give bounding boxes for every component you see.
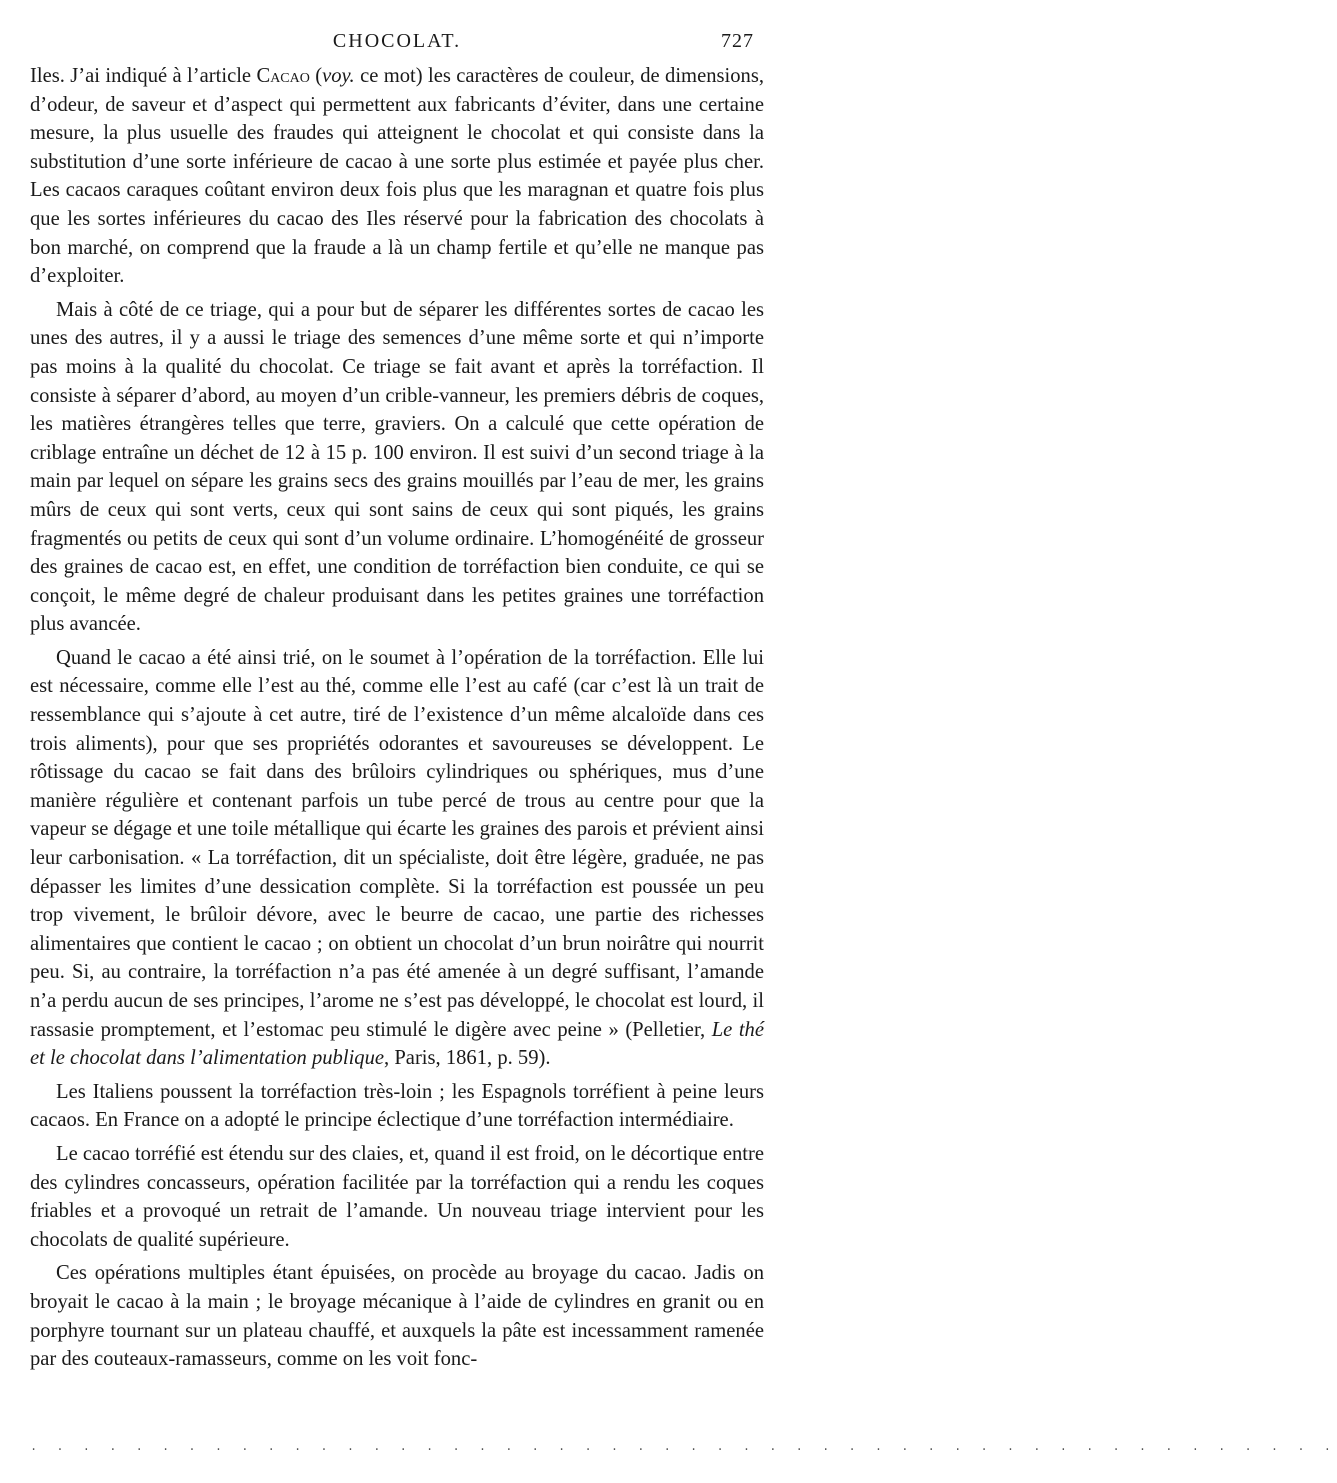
paragraph <box>30 1078 764 1135</box>
text-segment: ( <box>309 65 323 87</box>
text-segment: Ces opérations multiples étant épuisées, on procède au broyage du cacao. Jadis on broyait le cacao à la main ; le broyage mécanique à l’aide de cylindres en granit ou en porphyre tournant sur un plateau chauffé, et auxquels la pâte est incessamment ramenée par des couteaux-ramasseurs, comme on les voit fonc- <box>30 1262 764 1371</box>
text-segment: , Paris, 1861, p. 59). <box>384 1047 551 1070</box>
paragraph <box>30 1140 764 1254</box>
text-segment: Mais à côté de ce triage, qui a pour but de séparer les différentes sortes de cacao les unes des autres, il y a aussi le triage des semences d’une même sorte et qui n’importe pas moins à la qualité du chocolat. Ce triage se fait avant et après la torréfaction. Il consiste à séparer d’abord, au moyen d’un crible-vanneur, les premiers débris de coques, les matières étrangères telles que terre, graviers. On a calculé que cette opération de criblage entraîne un déchet de 12 à 15 p. 100 environ. Il est suivi d’un second triage à la main par lequel on sépare les grains secs des grains mouillés par l’eau de mer, les grains mûrs de ceux qui sont verts, ceux qui sont sains de ceux qui sont piqués, les grains fragmentés ou petits de ceux qui sont d’un volume ordinaire. L’homogénéité de grosseur des graines de cacao est, en effet, une condition de torréfaction bien conduite, ce qui se conçoit, le même degré de chaleur produisant dans les petites graines une torréfaction plus avancée. <box>30 298 764 636</box>
italic-text: voy. <box>322 65 355 87</box>
paragraph <box>30 644 764 1073</box>
running-title: CHOCOLAT. <box>332 30 462 52</box>
running-head <box>30 30 764 56</box>
paragraph <box>30 62 764 291</box>
text-segment: Iles. J’ai indiqué à l’article <box>30 65 257 87</box>
text-segment: Le cacao torréfié est étendu sur des claies, et, quand il est froid, on le décortique entre des cylindres concasseurs, opération facilitée par la torréfaction qui a rendu les coques friables et a provoqué un retrait de l’amande. Un nouveau triage intervient pour les chocolats de qualité supérieure. <box>30 1142 764 1251</box>
body-text <box>30 62 764 1374</box>
italic-text: Le thé et le chocolat dans l’alimentation publique <box>30 1018 764 1070</box>
page-number: 727 <box>721 30 754 52</box>
text-segment: ce mot) les caractères de couleur, de dimensions, d’odeur, de saveur et d’aspect qui permettent aux fabricants d’éviter, dans une certaine mesure, la plus usuelle des fraudes qui atteignent le chocolat et qui consiste dans la substitution d’une sorte inférieure de cacao à une sorte plus estimée et payée plus cher. Les cacaos caraques coûtant environ deux fois plus que les maragnan et quatre fois plus que les sortes inférieures du cacao des Iles réservé pour la fabrication des chocolats à bon marché, on comprend que la fraude a là un champ fertile et qu’elle ne manque pas d’exploiter. <box>30 65 765 288</box>
smallcaps-text: Cacao <box>256 65 310 87</box>
footer-rule: . . . . . . . . . . . . . . . . . . . . . . . . . . . . . . . . . . . . . . . . . . . . . . . . . . <box>30 1440 1337 1454</box>
text-segment: Quand le cacao a été ainsi trié, on le soumet à l’opération de la torréfaction. Elle lui est nécessaire, comme elle l’est au thé, comme elle l’est au café (car c’est là un trait de ressemblance qui s’ajoute à cet autre, tiré de l’existence d’un même alcaloïde dans ces trois aliments), pour que ses propriétés odorantes et savoureuses se développent. Le rôtissage du cacao se fait dans des brûloirs cylindriques ou sphériques, mus d’une manière régulière et contenant parfois un tube percé de trous au centre pour que la vapeur se dégage et une toile métallique qui écarte les graines des parois et prévient ainsi leur carbonisation. « La torréfaction, dit un spécialiste, doit être légère, graduée, ne pas dépasser les limites d’une dessication complète. Si la torréfaction est poussée un peu trop vivement, le brûloir dévore, avec le beurre de cacao, une partie des richesses alimentaires que contient le cacao ; on obtient un chocolat d’un brun noirâtre qui nourrit peu. Si, au contraire, la torréfaction n’a pas été amenée à un degré suffisant, l’amande n’a perdu aucun de ses principes, l’arome ne s’est pas développé, le chocolat est lourd, il rassasie promptement, et l’estomac peu stimulé le digère avec peine » (Pelletier, <box>30 646 764 1041</box>
paragraph <box>30 1259 764 1373</box>
paragraph <box>30 296 764 639</box>
page <box>30 30 764 1374</box>
text-segment: Les Italiens poussent la torréfaction très-loin ; les Espagnols torréfient à peine leurs cacaos. En France on a adopté le principe éclectique d’une torréfaction intermédiaire. <box>30 1080 764 1132</box>
